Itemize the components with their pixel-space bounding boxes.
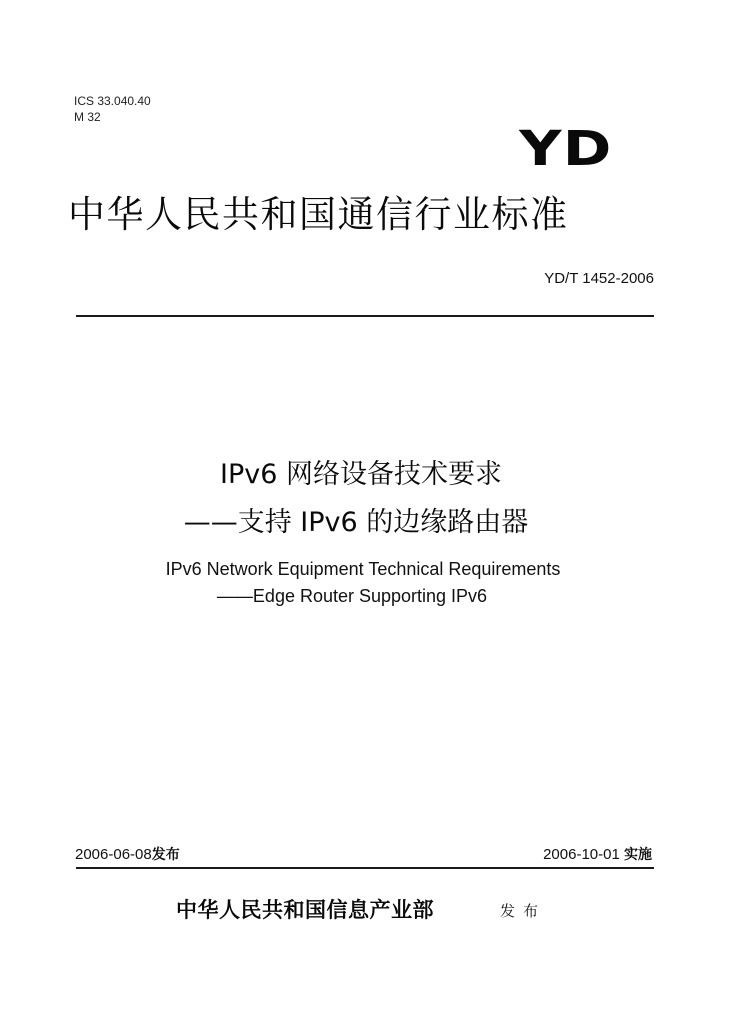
issuing-authority: 中华人民共和国信息产业部 bbox=[176, 897, 434, 922]
yd-logo: YD bbox=[519, 121, 613, 177]
issue-label: 发布 bbox=[151, 847, 180, 863]
implement-label: 实施 bbox=[624, 847, 652, 863]
bottom-divider bbox=[76, 867, 654, 869]
english-title-line-2: ——Edge Router Supporting IPv6 bbox=[216, 586, 488, 606]
standard-category-title: 中华人民共和国通信行业标准 bbox=[68, 193, 569, 236]
ccs-code: M 32 bbox=[74, 110, 101, 124]
issue-date-block bbox=[75, 846, 180, 864]
implement-date: 2006-10-01 bbox=[543, 846, 620, 863]
issuer-action: 发布 bbox=[500, 902, 547, 920]
english-title-line-1: IPv6 Network Equipment Technical Requirements bbox=[165, 559, 561, 579]
classification-codes bbox=[74, 93, 151, 125]
ics-code: ICS 33.040.40 bbox=[74, 94, 151, 108]
chinese-title-line-2: ——支持 IPv6 的边缘路由器 bbox=[183, 507, 529, 538]
issue-date: 2006-06-08 bbox=[75, 846, 152, 863]
standard-code: YD/T 1452-2006 bbox=[544, 270, 654, 287]
implement-date-block bbox=[543, 846, 652, 864]
chinese-title-line-1: IPv6 网络设备技术要求 bbox=[220, 459, 502, 490]
top-divider bbox=[76, 315, 654, 317]
